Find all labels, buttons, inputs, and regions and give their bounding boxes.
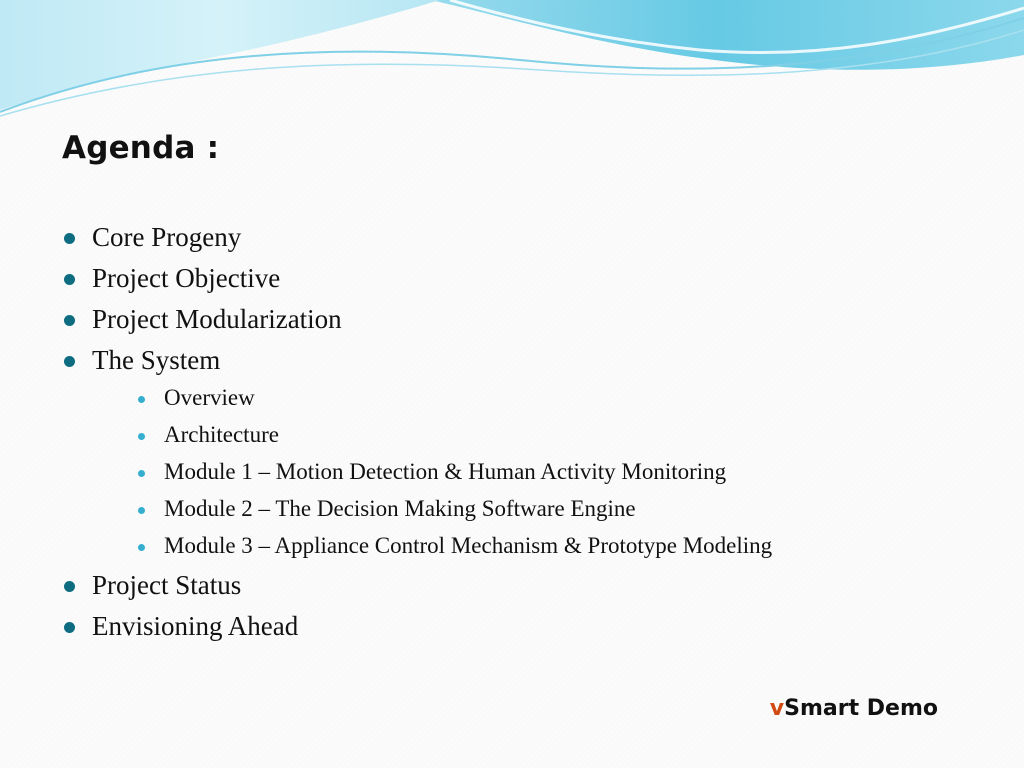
agenda-item-project-status xyxy=(92,570,241,601)
agenda-subitem-architecture xyxy=(164,422,279,448)
agenda-item-envisioning-ahead xyxy=(92,611,298,642)
agenda-item-label: Project Objective xyxy=(92,263,281,293)
agenda-subitem-label: Module 2 – The Decision Making Software Engine xyxy=(164,496,636,521)
footer-brand-prefix: v xyxy=(769,696,785,721)
bullet-icon xyxy=(64,356,75,367)
agenda-item-label: Core Progeny xyxy=(92,222,242,252)
sub-bullet-icon xyxy=(138,507,145,514)
agenda-subitem-module-2 xyxy=(164,496,636,522)
agenda-item-project-objective xyxy=(92,263,280,294)
agenda-subitem-label: Module 3 – Appliance Control Mechanism & Prototype Modeling xyxy=(164,533,773,558)
agenda-subitem-label: Overview xyxy=(164,385,255,410)
sub-bullet-icon xyxy=(138,544,145,551)
agenda-subitem-label: Module 1 – Motion Detection & Human Activity Monitoring xyxy=(164,459,727,484)
bullet-icon xyxy=(64,622,75,633)
agenda-subitem-overview xyxy=(164,385,255,411)
slide-title: Agenda : xyxy=(62,130,220,166)
agenda-item-the-system xyxy=(92,345,220,376)
bullet-icon xyxy=(64,274,75,285)
bullet-icon xyxy=(64,315,75,326)
agenda-subitem-module-3 xyxy=(164,533,772,559)
agenda-subitem-module-1 xyxy=(164,459,726,485)
footer-brand xyxy=(770,696,938,721)
sub-bullet-icon xyxy=(138,433,145,440)
sub-bullet-icon xyxy=(138,470,145,477)
agenda-item-label: Project Status xyxy=(92,570,242,600)
agenda-item-core-progeny xyxy=(92,222,241,253)
agenda-item-project-modularization xyxy=(92,304,342,335)
agenda-item-label: The System xyxy=(92,345,221,375)
bullet-icon xyxy=(64,581,75,592)
footer-brand-text: Smart Demo xyxy=(784,696,938,721)
sub-bullet-icon xyxy=(138,396,145,403)
agenda-item-label: Envisioning Ahead xyxy=(92,611,299,641)
agenda-item-label: Project Modularization xyxy=(92,304,342,334)
header-wave-decoration xyxy=(0,0,1024,120)
bullet-icon xyxy=(64,233,75,244)
agenda-subitem-label: Architecture xyxy=(164,422,279,447)
